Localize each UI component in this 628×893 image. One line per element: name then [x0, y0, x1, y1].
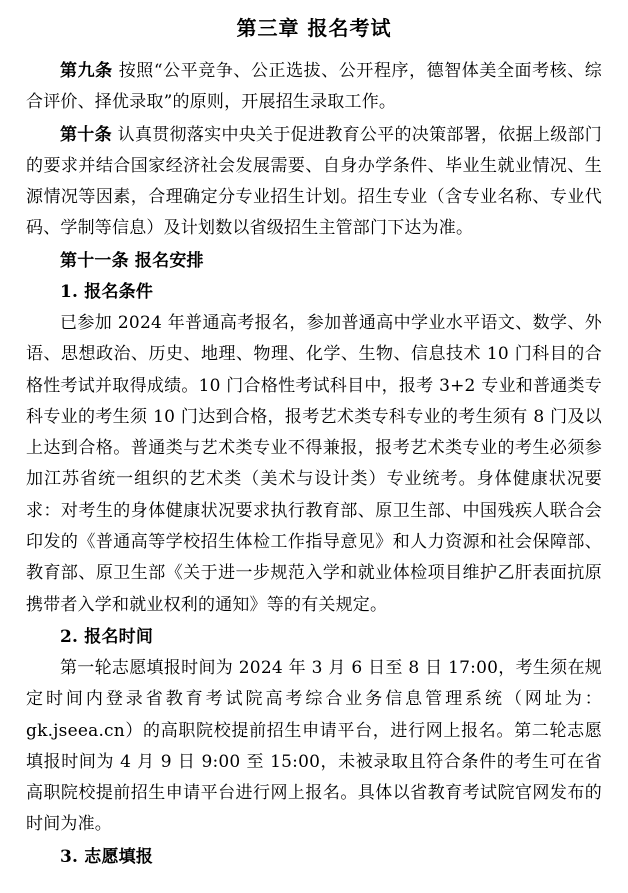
article-ten [26, 120, 602, 245]
chapter-title: 第三章 报名考试 [236, 16, 392, 40]
article-nine-text: 按照“公平竞争、公正选拔、公开程序，德智体美全面考核、综合评价、择优录取”的原则，开展招生录取工作。 [26, 61, 602, 113]
section-heading-volunteer-filling: 3. 志愿填报 [60, 846, 154, 867]
article-eleven-heading: 第十一条 报名安排 [60, 250, 204, 271]
article-nine-label: 第九条 [60, 61, 113, 81]
article-ten-label: 第十条 [60, 124, 112, 145]
article-nine [26, 56, 602, 119]
section-heading-registration-time: 2. 报名时间 [60, 626, 154, 647]
article-ten-text: 认真贯彻落实中央关于促进教育公平的决策部署，依据上级部门的要求并结合国家经济社会发展需要、自身办学条件、毕业生就业情况、生源情况等因素，合理确定分专业招生计划。招生专业（含专业名称、专业代码、学制等信息）及计划数以省级招生主管部门下达为准。 [26, 124, 603, 239]
section-heading-registration-requirements: 1. 报名条件 [60, 281, 154, 302]
section-body-registration-requirements: 已参加 2024 年普通高考报名，参加普通高中学业水平语文、数学、外语、思想政治、历史、地理、物理、化学、生物、信息技术 10 门科目的合格性考试并取得成绩。10 门合格性考试科目中，报考 3+2 专业和普通类专科专业的考生须 10 门达到合格，报考艺术类专科专业的考生须有 8 门及以上达到合格。普通类与艺术类专业不得兼报，报考艺术类专业的考生必须参加江苏省统一组织的艺术类（美术与设计类）专业统考。身体健康状况要求：对考生的身体健康状况要求执行教育部、原卫生部、中国残疾人联合会印发的《普通高等学校招生体检工作指导意见》和人力资源和社会保障部、教育部、原卫生部《关于进一步规范入学和就业体检项目维护乙肝表面抗原携带者入学和就业权利的通知》等的有关规定。 [26, 313, 602, 615]
section-body-registration-time: 第一轮志愿填报时间为 2024 年 3 月 6 日至 8 日 17:00，考生须在规定时间内登录省教育考试院高考综合业务信息管理系统（网址为：gk.jseea.cn）的高职院校提前招生申请平台，进行网上报名。第二轮志愿填报时间为 4 月 9 日 9:00 至 15:00，未被录取且符合条件的考生可在省高职院校提前招生申请平台进行网上报名。具体以省教育考试院官网发布的时间为准。 [26, 658, 602, 835]
